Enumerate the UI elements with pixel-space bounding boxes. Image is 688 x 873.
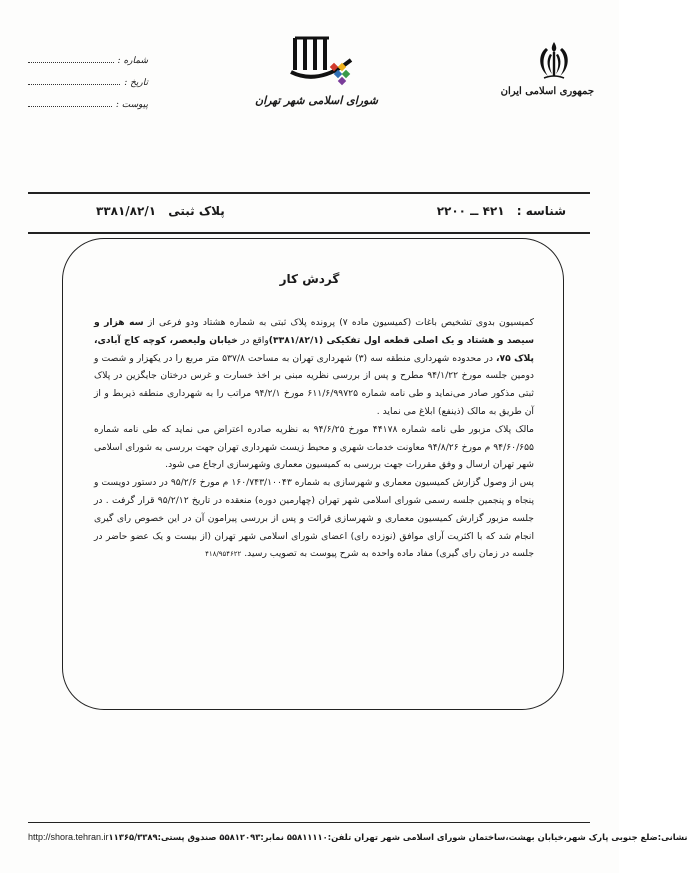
letter-meta-fields: [28, 44, 148, 110]
attachment-field: [28, 88, 148, 110]
document-body: [94, 314, 534, 564]
number-dotted-line: [28, 52, 114, 63]
p1-text-a: کمیسیون بدوی تشخیص باغات (کمیسیون ماده ۷) پرونده پلاک ثبتی به شماره هشتاد ودو فرعی از: [143, 317, 534, 328]
p1-text-e: در محدوده شهرداری منطقه سه (۳) شهرداری تهران به مساحت ۵۳۷/۸ متر مربع را در یکهزار و شصت و دومین جلسه مورخ ۹۴/۱/۲۲ مطرح و پس از بررسی نظریه مبنی بر اخذ خسارت و غرس درختان جایگزین در پلاک ثبتی مذکور صادر می‌نماید و طی نامه شماره ۶۱۱/۶/۹۹۷۲۵ مورخ ۹۴/۲/۱ مراتب را به شهرداری منطقه ذیربط و از آن طریق به مالک (ذینفع) ابلاغ می نماید .: [94, 352, 534, 417]
attachment-label: پیوست :: [115, 100, 148, 110]
identifier-row: [96, 204, 566, 224]
date-field: [28, 66, 148, 88]
paragraph-3: [94, 474, 534, 564]
p1-text-c: واقع در: [237, 334, 269, 346]
id-row-rule: [28, 232, 590, 234]
plaque-value: ۳۳۸۱/۸۲/۱: [96, 204, 157, 218]
council-logo: [255, 30, 378, 107]
emblem-icon: [532, 38, 576, 82]
attachment-dotted-line: [28, 96, 112, 107]
top-rule: [28, 192, 590, 194]
date-dotted-line: [28, 74, 120, 85]
id-label: شناسه :: [516, 204, 566, 218]
iran-emblem: [500, 38, 594, 97]
plaque-number: [96, 204, 225, 224]
paragraph-1: [94, 314, 534, 421]
council-logo-icon: [285, 30, 361, 88]
id-number: [437, 204, 566, 224]
footer-rule: [28, 822, 590, 823]
p1-plaque-bold: سه هزار و سیصد و هشتاد و یک اصلی قطعه اول تفکیکی (۳۳۸۱/۸۲/۱): [94, 317, 535, 346]
number-label: شماره :: [117, 56, 148, 66]
p3-reference-note: ۴۱۸/۹۵۴۶۲۲: [205, 550, 242, 559]
website-link[interactable]: http://shora.tehran.ir: [28, 832, 109, 842]
date-label: تاریخ :: [124, 78, 148, 88]
footer: [28, 828, 688, 846]
contact-address: نشانی:ضلع جنوبی پارک شهر،خیابان بهشت،ساختمان شورای اسلامی شهر تهران تلفن:۵۵۸۱۱۱۱۰ نمابر:۵۵۸۱۲۰۹۳ صندوق پستی:۱۱۳۶۵/۳۳۸۹: [108, 832, 688, 842]
document-title: گردش کار: [279, 272, 340, 286]
plaque-label: پلاک ثبتی: [168, 204, 225, 218]
paragraph-2: مالک پلاک مزبور طی نامه شماره ۴۴۱۷۸ مورخ ۹۴/۶/۲۵ به نظریه صادره اعتراض می نماید که طی نامه شماره ۹۴/۶۰/۶۵۵ م مورخ ۹۴/۸/۲۶ معاونت خدمات شهری و محیط زیست شهرداری تهران جهت بررسی به شورای اسلامی شهر تهران ارسال و وفق مقررات جهت بررسی به کمیسیون معماری وشهرسازی ارجاع می شود.: [94, 423, 534, 471]
number-field: [28, 44, 148, 66]
council-caption: شورای اسلامی شهر تهران: [255, 94, 378, 107]
p1-address-bold: خیابان ولیعصر، کوچه کاج آبادی، پلاک ۷۵،: [94, 334, 534, 364]
emblem-caption: جمهوری اسلامی ایران: [500, 86, 594, 97]
p3-text: پس از وصول گزارش کمیسیون معماری و شهرسازی به شماره ۱۶۰/۷۴۳/۱۰۰۴۳ م مورخ ۹۵/۲/۶ در دستور دویست و پنجاه و پنجمین جلسه رسمی شورای اسلامی شهر تهران (چهارمین دوره) منعقده در تاریخ ۹۵/۲/۱۲ قرار گرفت . در جلسه مزبور گزارش کمیسیون معماری و شهرسازی قرائت و پس از بررسی پیرامون آن در این خصوص رای گیری انجام شد که با اکثریت آرای موافق (نوزده رای) اعضای شورای اسلامی شهر تهران (از بیست و یک عضو حاضر در جلسه در زمان رای گیری) مفاد ماده واحده به شرح پیوست به تصویب رسید.: [94, 477, 534, 560]
id-value: ۴۲۱ ــ ۲۲۰۰: [436, 204, 505, 218]
